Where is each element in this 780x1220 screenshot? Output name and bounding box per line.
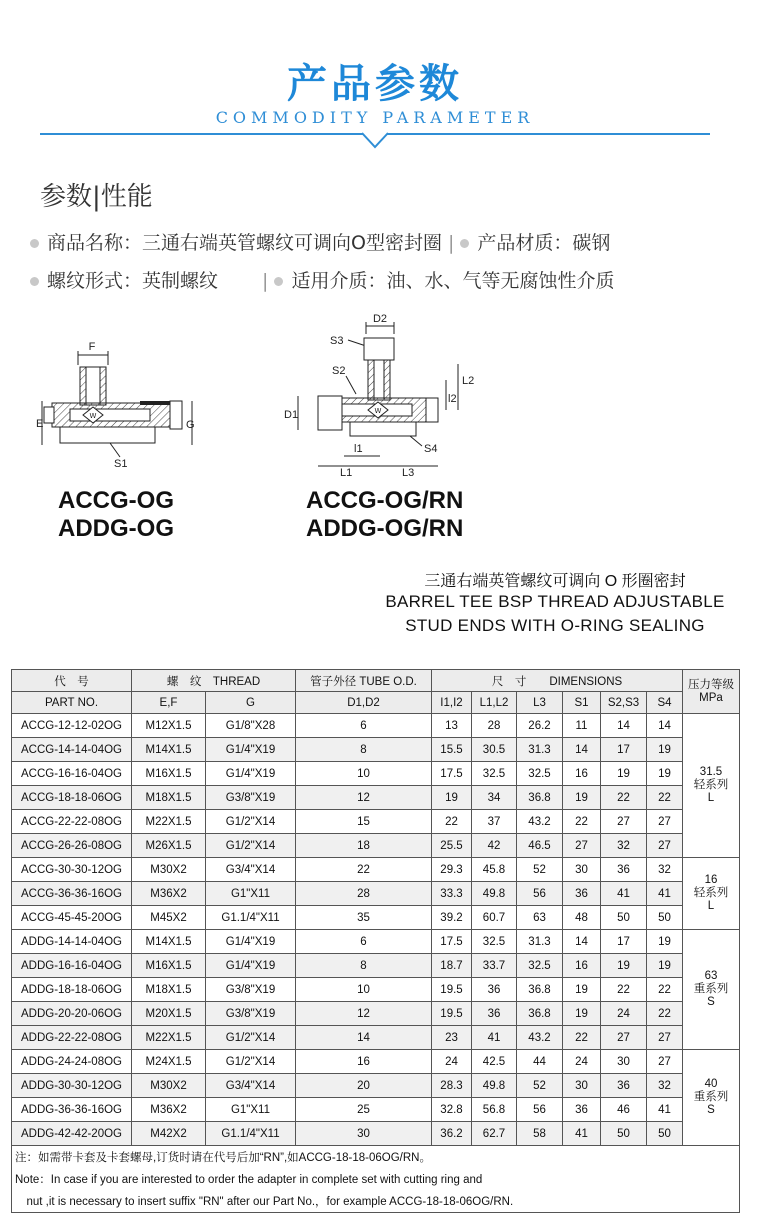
table-cell: G3/4"X14 — [206, 1074, 296, 1098]
table-cell: 32.8 — [432, 1098, 472, 1122]
table-cell: 52 — [517, 1074, 563, 1098]
table-cell: G1/2"X14 — [206, 834, 296, 858]
table-cell: ACCG-30-30-12OG — [12, 858, 132, 882]
table-row — [12, 954, 740, 978]
table-cell: 42.5 — [472, 1050, 517, 1074]
medium-value: 油、水、气等无腐蚀性介质 — [386, 270, 615, 292]
table-cell: 15 — [296, 810, 432, 834]
pressure-value: 31.5 — [699, 766, 723, 778]
description-en-2: STUD ENDS WITH O-RING SEALING — [405, 616, 705, 635]
table-cell: 14 — [563, 738, 601, 762]
table-cell: 12 — [296, 786, 432, 810]
table-cell: 33.3 — [432, 882, 472, 906]
table-cell: 23 — [432, 1026, 472, 1050]
table-cell: 30 — [563, 1074, 601, 1098]
table-cell: G3/8"X19 — [206, 1002, 296, 1026]
table-cell: G1.1/4"X11 — [206, 906, 296, 930]
table-cell: 50 — [601, 1122, 647, 1146]
table-cell: 27 — [563, 834, 601, 858]
table-row — [12, 1002, 740, 1026]
table-row — [12, 786, 740, 810]
table-cell: M22X1.5 — [132, 810, 206, 834]
material-value: 碳钢 — [572, 232, 611, 254]
table-row — [12, 930, 740, 954]
table-cell: 49.8 — [472, 882, 517, 906]
table-cell: 24 — [563, 1050, 601, 1074]
table-cell: 50 — [647, 1122, 683, 1146]
table-cell: 19 — [563, 1002, 601, 1026]
table-cell: M20X1.5 — [132, 1002, 206, 1026]
table-cell: 22 — [601, 978, 647, 1002]
table-cell: ACCG-36-36-16OG — [12, 882, 132, 906]
label-l2-upper: L2 — [462, 375, 475, 387]
table-cell: 32.5 — [472, 762, 517, 786]
table-cell: 14 — [296, 1026, 432, 1050]
table-cell: 27 — [647, 1050, 683, 1074]
table-cell: 11 — [563, 714, 601, 738]
pressure-series: 重系列 — [693, 983, 729, 995]
table-cell: 32 — [647, 858, 683, 882]
header-pressure-cn: 压力等级 — [688, 678, 734, 691]
table-cell: 17 — [601, 738, 647, 762]
table-cell: 30 — [563, 858, 601, 882]
table-cell: 22 — [601, 786, 647, 810]
table-cell: G1/4"X19 — [206, 762, 296, 786]
table-cell: 41 — [472, 1026, 517, 1050]
table-row — [12, 714, 740, 738]
section-title: 参数|性能 — [40, 182, 153, 212]
product-name-label: 商品名称： — [47, 232, 143, 254]
table-cell: 56.8 — [472, 1098, 517, 1122]
table-cell: 44 — [517, 1050, 563, 1074]
table-cell: 22 — [432, 810, 472, 834]
model-name-accg-og-rn: ACCG-OG/RN — [306, 487, 464, 514]
note-en-1: Note：In case if you are interested to order the adapter in complete set with cutting ring and — [12, 1168, 740, 1190]
header-pressure — [683, 670, 740, 714]
table-cell: 52 — [517, 858, 563, 882]
table-cell: 10 — [296, 762, 432, 786]
table-cell: 19.5 — [432, 1002, 472, 1026]
table-cell: 24 — [601, 1002, 647, 1026]
header-tube: 管子外径 TUBE O.D. — [296, 670, 432, 692]
description-cn: 三通右端英管螺纹可调向 O 形圈密封 — [424, 573, 686, 590]
table-cell: 27 — [647, 834, 683, 858]
table-cell: 32.5 — [517, 762, 563, 786]
model-name-accg-og: ACCG-OG — [58, 487, 174, 514]
label-s1: S1 — [114, 458, 128, 470]
table-cell: G3/8"X19 — [206, 978, 296, 1002]
table-row — [12, 858, 740, 882]
pressure-group — [683, 858, 740, 930]
pressure-code: L — [707, 792, 715, 804]
table-cell: M14X1.5 — [132, 738, 206, 762]
table-cell: 16 — [563, 762, 601, 786]
bullet-icon — [30, 239, 39, 248]
table-cell: M16X1.5 — [132, 954, 206, 978]
title-divider-left — [40, 133, 363, 135]
table-cell: 29.3 — [432, 858, 472, 882]
chevron-down-icon — [360, 130, 390, 152]
table-cell: 14 — [647, 714, 683, 738]
table-cell: ADDG-20-20-06OG — [12, 1002, 132, 1026]
table-cell: G1.1/4"X11 — [206, 1122, 296, 1146]
table-cell: M26X1.5 — [132, 834, 206, 858]
header-part-no: PART NO. — [12, 692, 132, 714]
table-cell: 43.2 — [517, 1026, 563, 1050]
table-cell: 6 — [296, 930, 432, 954]
table-cell: M16X1.5 — [132, 762, 206, 786]
table-cell: 56 — [517, 1098, 563, 1122]
table-cell: 19.5 — [432, 978, 472, 1002]
table-cell: 60.7 — [472, 906, 517, 930]
table-cell: 36 — [601, 1074, 647, 1098]
table-row — [12, 1050, 740, 1074]
material-label: 产品材质： — [477, 232, 573, 254]
table-cell: 36 — [472, 1002, 517, 1026]
info-line-1 — [30, 228, 610, 255]
table-cell: 25.5 — [432, 834, 472, 858]
table-cell: 36.8 — [517, 1002, 563, 1026]
table-cell: 56 — [517, 882, 563, 906]
table-row — [12, 810, 740, 834]
table-cell: 36 — [563, 882, 601, 906]
table-cell: M30X2 — [132, 1074, 206, 1098]
table-cell: G3/4"X14 — [206, 858, 296, 882]
table-cell: 43.2 — [517, 810, 563, 834]
table-cell: 46 — [601, 1098, 647, 1122]
table-cell: 26.2 — [517, 714, 563, 738]
table-cell: 18.7 — [432, 954, 472, 978]
table-row — [12, 738, 740, 762]
header-i1i2: I1,I2 — [432, 692, 472, 714]
table-cell: 28 — [472, 714, 517, 738]
table-cell: 27 — [647, 1026, 683, 1050]
parameter-table — [11, 669, 740, 1213]
header-s4: S4 — [647, 692, 683, 714]
table-cell: G1"X11 — [206, 882, 296, 906]
table-cell: 30 — [296, 1122, 432, 1146]
table-cell: G1/4"X19 — [206, 930, 296, 954]
table-cell: ACCG-18-18-06OG — [12, 786, 132, 810]
table-row — [12, 762, 740, 786]
header-d1d2: D1,D2 — [296, 692, 432, 714]
table-cell: ACCG-16-16-04OG — [12, 762, 132, 786]
table-cell: 36 — [472, 978, 517, 1002]
table-cell: ADDG-36-36-16OG — [12, 1098, 132, 1122]
table-cell: 50 — [647, 906, 683, 930]
page-subtitle: COMMODITY PARAMETER — [215, 108, 535, 127]
pressure-series: 轻系列 — [693, 779, 729, 791]
table-cell: G1/4"X19 — [206, 954, 296, 978]
table-row — [12, 978, 740, 1002]
header-dimensions: 尺 寸 DIMENSIONS — [432, 670, 683, 692]
header-ef: E,F — [132, 692, 206, 714]
table-row — [12, 1122, 740, 1146]
pressure-value: 40 — [704, 1078, 718, 1090]
table-cell: 48 — [563, 906, 601, 930]
table-cell: G1/4"X19 — [206, 738, 296, 762]
table-cell: G1/2"X14 — [206, 1026, 296, 1050]
label-d2: D2 — [372, 313, 388, 325]
table-row — [12, 1098, 740, 1122]
pressure-code: L — [707, 900, 715, 912]
table-cell: 19 — [432, 786, 472, 810]
table-cell: 8 — [296, 954, 432, 978]
header-s1: S1 — [563, 692, 601, 714]
separator: | — [262, 270, 269, 292]
table-cell: 24 — [432, 1050, 472, 1074]
model-name-addg-og: ADDG-OG — [58, 515, 174, 542]
table-cell: 28.3 — [432, 1074, 472, 1098]
table-cell: 36.8 — [517, 978, 563, 1002]
label-g: G — [186, 419, 195, 431]
header-s2s3: S2,S3 — [601, 692, 647, 714]
table-cell: G1"X11 — [206, 1098, 296, 1122]
table-cell: 41 — [647, 882, 683, 906]
note-en-2: nut ,it is necessary to insert suffix "RN" after our Part No.，for example ACCG-18-18-06OG/RN. — [12, 1190, 740, 1213]
table-cell: M42X2 — [132, 1122, 206, 1146]
table-cell: M18X1.5 — [132, 978, 206, 1002]
table-cell: 62.7 — [472, 1122, 517, 1146]
table-cell: 8 — [296, 738, 432, 762]
table-cell: 13 — [432, 714, 472, 738]
table-body — [12, 714, 740, 1146]
table-cell: 30.5 — [472, 738, 517, 762]
table-cell: 22 — [647, 786, 683, 810]
table-cell: 17.5 — [432, 762, 472, 786]
table-cell: 10 — [296, 978, 432, 1002]
table-cell: 31.3 — [517, 930, 563, 954]
table-cell: 15.5 — [432, 738, 472, 762]
table-cell: 39.2 — [432, 906, 472, 930]
info-line-2 — [30, 266, 614, 293]
table-cell: 32.5 — [517, 954, 563, 978]
pressure-group — [683, 714, 740, 858]
label-s2: S2 — [332, 365, 346, 377]
table-cell: 41 — [563, 1122, 601, 1146]
table-cell: 22 — [563, 810, 601, 834]
table-row — [12, 906, 740, 930]
table-cell: 27 — [601, 1026, 647, 1050]
table-cell: 37 — [472, 810, 517, 834]
table-cell: ADDG-16-16-04OG — [12, 954, 132, 978]
table-cell: ADDG-18-18-06OG — [12, 978, 132, 1002]
table-cell: G1/2"X14 — [206, 1050, 296, 1074]
table-cell: M14X1.5 — [132, 930, 206, 954]
label-d1: D1 — [284, 409, 299, 421]
note-cn: 注：如需带卡套及卡套螺母,订货时请在代号后加“RN”,如ACCG-18-18-06OG/RN。 — [12, 1146, 740, 1169]
label-l1: L1 — [340, 467, 353, 479]
table-cell: 19 — [647, 762, 683, 786]
product-name-value: 三通右端英管螺纹可调向O型密封圈 — [142, 232, 442, 254]
table-cell: 34 — [472, 786, 517, 810]
table-cell: M36X2 — [132, 1098, 206, 1122]
table-cell: 22 — [647, 1002, 683, 1026]
table-cell: G1/8"X28 — [206, 714, 296, 738]
label-s4: S4 — [424, 443, 438, 455]
table-cell: 16 — [296, 1050, 432, 1074]
pressure-value: 16 — [704, 874, 718, 886]
table-cell: M36X2 — [132, 882, 206, 906]
table-cell: 14 — [563, 930, 601, 954]
table-cell: 19 — [601, 762, 647, 786]
table-cell: ACCG-12-12-02OG — [12, 714, 132, 738]
description-en-1: BARREL TEE BSP THREAD ADJUSTABLE — [385, 592, 725, 611]
table-cell: ACCG-22-22-08OG — [12, 810, 132, 834]
table-cell: 58 — [517, 1122, 563, 1146]
pressure-group — [683, 930, 740, 1050]
table-cell: 19 — [647, 738, 683, 762]
label-e: E — [36, 418, 44, 430]
pressure-series: 重系列 — [693, 1091, 729, 1103]
label-i1: l1 — [354, 443, 363, 455]
table-cell: 31.3 — [517, 738, 563, 762]
table-cell: ACCG-26-26-08OG — [12, 834, 132, 858]
table-cell: M22X1.5 — [132, 1026, 206, 1050]
table-row — [12, 882, 740, 906]
table-cell: 22 — [563, 1026, 601, 1050]
table-cell: 19 — [601, 954, 647, 978]
table-cell: 35 — [296, 906, 432, 930]
table-cell: M12X1.5 — [132, 714, 206, 738]
table-cell: 32 — [647, 1074, 683, 1098]
table-cell: ADDG-14-14-04OG — [12, 930, 132, 954]
header-code-cn: 代 号 — [12, 670, 132, 692]
table-cell: 12 — [296, 1002, 432, 1026]
table-cell: 41 — [601, 882, 647, 906]
table-cell: 25 — [296, 1098, 432, 1122]
table-cell: 19 — [647, 954, 683, 978]
table-cell: 20 — [296, 1074, 432, 1098]
thread-label: 螺纹形式： — [47, 270, 143, 292]
label-f: F — [88, 341, 96, 353]
table-row — [12, 1074, 740, 1098]
table-cell: 36.2 — [432, 1122, 472, 1146]
table-cell: 27 — [601, 810, 647, 834]
header-g: G — [206, 692, 296, 714]
svg-text:W: W — [89, 412, 97, 420]
table-cell: 16 — [563, 954, 601, 978]
fitting-drawing-og-rn — [282, 310, 492, 480]
table-cell: 19 — [563, 978, 601, 1002]
header-pressure-unit: MPa — [699, 691, 723, 704]
table-cell: 41 — [647, 1098, 683, 1122]
table-cell: 36 — [601, 858, 647, 882]
label-l3: L3 — [402, 467, 415, 479]
table-cell: 28 — [296, 882, 432, 906]
table-cell: 14 — [601, 714, 647, 738]
table-cell: 49.8 — [472, 1074, 517, 1098]
thread-value: 英制螺纹 — [142, 270, 219, 292]
table-cell: 42 — [472, 834, 517, 858]
table-row — [12, 834, 740, 858]
bullet-icon — [30, 277, 39, 286]
table-cell: 32 — [601, 834, 647, 858]
table-row — [12, 1026, 740, 1050]
table-cell: M45X2 — [132, 906, 206, 930]
table-cell: 17 — [601, 930, 647, 954]
model-name-addg-og-rn: ADDG-OG/RN — [306, 515, 464, 542]
table-cell: 30 — [601, 1050, 647, 1074]
header-l1l2: L1,L2 — [472, 692, 517, 714]
table-cell: 19 — [647, 930, 683, 954]
header-l3: L3 — [517, 692, 563, 714]
table-cell: M24X1.5 — [132, 1050, 206, 1074]
bullet-icon — [274, 277, 283, 286]
table-cell: 19 — [563, 786, 601, 810]
table-cell: 36 — [563, 1098, 601, 1122]
pressure-group — [683, 1050, 740, 1146]
pressure-value: 63 — [704, 970, 718, 982]
table-cell: 50 — [601, 906, 647, 930]
table-cell: ADDG-42-42-20OG — [12, 1122, 132, 1146]
title-divider-right — [387, 133, 710, 135]
table-cell: 46.5 — [517, 834, 563, 858]
bullet-icon — [460, 239, 469, 248]
label-s3: S3 — [330, 335, 344, 347]
table-cell: 22 — [647, 978, 683, 1002]
table-cell: 45.8 — [472, 858, 517, 882]
table-cell: M18X1.5 — [132, 786, 206, 810]
label-l2-lower: l2 — [448, 393, 457, 405]
table-cell: 17.5 — [432, 930, 472, 954]
page-title: 产品参数 — [287, 61, 463, 107]
svg-text:W: W — [374, 407, 382, 415]
table-cell: 6 — [296, 714, 432, 738]
table-cell: 32.5 — [472, 930, 517, 954]
pressure-code: S — [707, 996, 715, 1008]
table-cell: M30X2 — [132, 858, 206, 882]
table-cell: ACCG-45-45-20OG — [12, 906, 132, 930]
table-cell: ACCG-14-14-04OG — [12, 738, 132, 762]
table-cell: ADDG-22-22-08OG — [12, 1026, 132, 1050]
table-cell: 27 — [647, 810, 683, 834]
table-cell: G1/2"X14 — [206, 810, 296, 834]
pressure-code: S — [707, 1104, 715, 1116]
table-cell: G3/8"X19 — [206, 786, 296, 810]
medium-label: 适用介质： — [291, 270, 387, 292]
fitting-drawing-og — [36, 335, 220, 475]
table-cell: 18 — [296, 834, 432, 858]
separator: | — [447, 232, 455, 254]
table-cell: ADDG-24-24-08OG — [12, 1050, 132, 1074]
pressure-series: 轻系列 — [693, 887, 729, 899]
table-cell: 36.8 — [517, 786, 563, 810]
table-cell: 63 — [517, 906, 563, 930]
table-cell: 33.7 — [472, 954, 517, 978]
table-cell: ADDG-30-30-12OG — [12, 1074, 132, 1098]
header-thread: 螺 纹 THREAD — [132, 670, 296, 692]
table-cell: 22 — [296, 858, 432, 882]
